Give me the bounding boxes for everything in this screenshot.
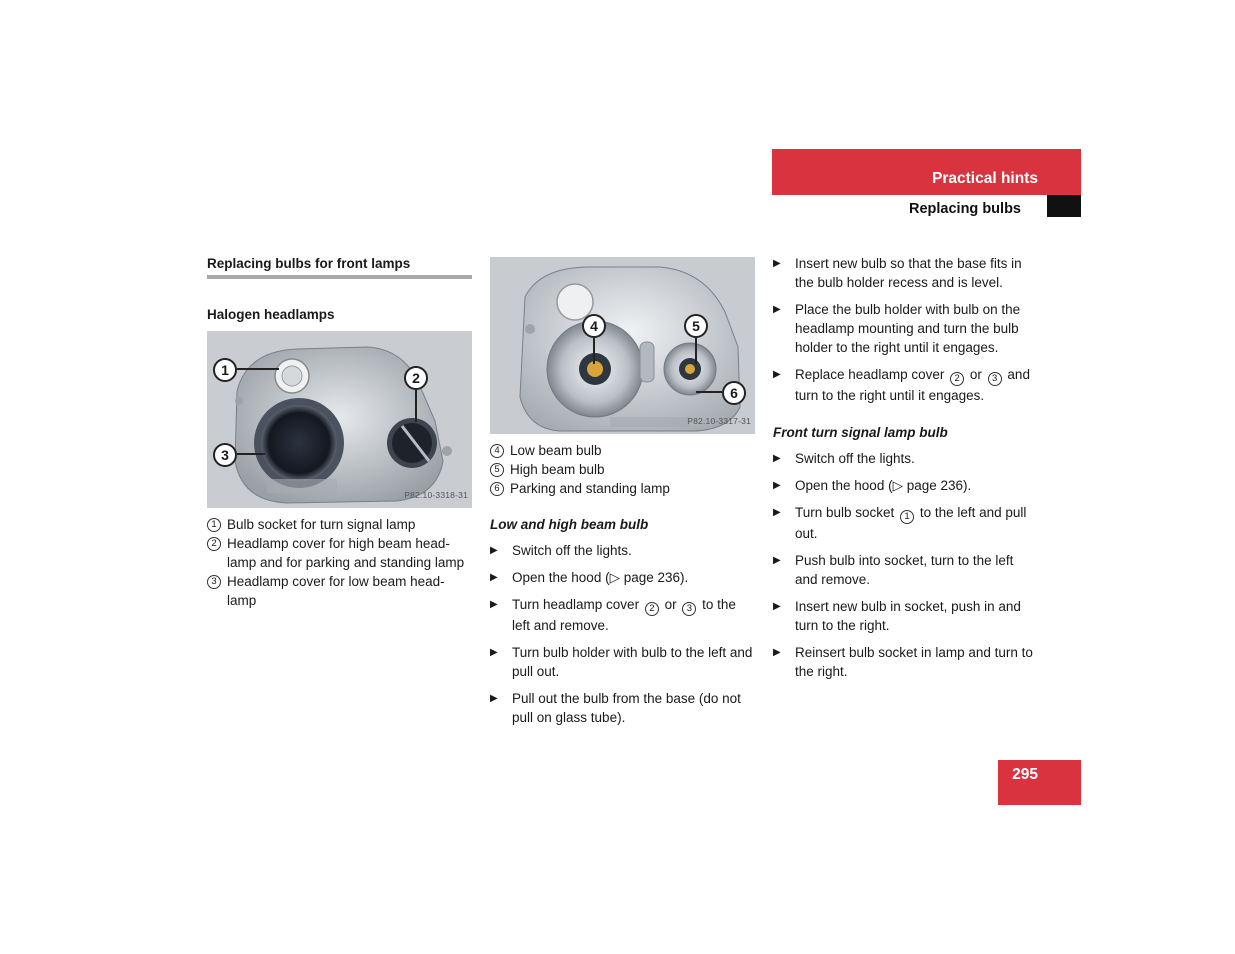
step-arrow-icon: ▶	[773, 601, 781, 612]
step-arrow-icon: ▶	[773, 369, 781, 380]
step-text: Switch off the lights.	[512, 543, 632, 558]
step-item	[773, 597, 1039, 635]
callout-5: 5	[684, 314, 708, 338]
step-text	[795, 365, 1039, 405]
halogen-heading: Halogen headlamps	[207, 307, 335, 322]
step-text	[512, 595, 756, 635]
legend-number: 5	[490, 463, 504, 477]
legend-item	[207, 534, 473, 572]
legend-number: 1	[207, 518, 221, 532]
legend-item	[490, 460, 756, 479]
page-number-box	[998, 760, 1081, 805]
column-1	[207, 254, 473, 610]
legend-item	[207, 572, 473, 610]
beam-bulb-heading: Low and high beam bulb	[490, 517, 649, 532]
step-item	[490, 643, 756, 681]
legend-number: 6	[490, 482, 504, 496]
legend-text: Headlamp cover for low beam head-lamp	[227, 574, 445, 608]
step-item	[773, 254, 1039, 292]
legend-text: Low beam bulb	[510, 443, 602, 458]
step-arrow-icon: ▶	[773, 304, 781, 315]
step-arrow-icon: ▶	[773, 647, 781, 658]
headlamp-illustration	[207, 331, 472, 508]
figure-legend	[207, 515, 473, 610]
step-arrow-icon: ▶	[773, 555, 781, 566]
step-arrow-icon: ▶	[773, 453, 781, 464]
legend-item	[490, 479, 756, 498]
legend-item	[207, 515, 473, 534]
callout-4-leader	[593, 338, 595, 364]
turn-signal-heading: Front turn signal lamp bulb	[773, 425, 948, 440]
chapter-header-bar	[772, 149, 1081, 195]
step-arrow-icon: ▶	[490, 647, 498, 658]
step-arrow-icon: ▶	[490, 572, 498, 583]
step-item	[773, 643, 1039, 681]
legend-text: Bulb socket for turn signal lamp	[227, 517, 416, 532]
callout-2-leader	[415, 390, 417, 422]
step-text: Insert new bulb in socket, push in and turn to the right.	[795, 599, 1021, 633]
step-arrow-icon: ▶	[773, 507, 781, 518]
step-text-part: Turn headlamp cover	[512, 597, 640, 612]
step-item	[773, 300, 1039, 357]
step-item	[490, 689, 756, 727]
step-arrow-icon: ▶	[490, 693, 498, 704]
callout-5-leader	[695, 338, 697, 364]
step-text-part: Turn bulb socket	[795, 505, 895, 520]
step-text-part: to the left and remove.	[512, 597, 736, 633]
step-text: Insert new bulb so that the base fits in the bulb holder recess and is level.	[795, 256, 1022, 290]
headlamp-rear-illustration	[490, 257, 755, 434]
step-ref-number: 1	[900, 510, 914, 524]
legend-number: 2	[207, 537, 221, 551]
callout-3: 3	[213, 443, 237, 467]
step-text: Turn bulb holder with bulb to the left and pull out.	[512, 645, 753, 679]
section-marker	[1047, 195, 1081, 217]
step-item	[773, 551, 1039, 589]
figure-code: P82.10-3318-31	[404, 490, 468, 500]
column-2	[490, 257, 756, 735]
step-item	[773, 503, 1039, 543]
halogen-headlamp-figure	[207, 331, 472, 508]
step-text-part: or	[969, 367, 982, 382]
step-text-part: or	[664, 597, 677, 612]
column-3	[773, 254, 1039, 689]
step-ref-number: 2	[645, 602, 659, 616]
legend-text: High beam bulb	[510, 462, 605, 477]
step-item	[490, 568, 756, 587]
page-number: 295	[1012, 766, 1038, 783]
step-text: Pull out the bulb from the base (do not pull on glass tube).	[512, 691, 741, 725]
callout-1: 1	[213, 358, 237, 382]
step-item	[773, 476, 1039, 495]
step-item	[773, 365, 1039, 405]
legend-text: Parking and standing lamp	[510, 481, 670, 496]
step-item	[773, 449, 1039, 468]
step-item	[490, 541, 756, 560]
section-title: Replacing bulbs	[909, 201, 1021, 217]
bulb-location-figure	[490, 257, 755, 434]
callout-2: 2	[404, 366, 428, 390]
step-text: Switch off the lights.	[795, 451, 915, 466]
callout-4: 4	[582, 314, 606, 338]
legend-text: Headlamp cover for high beam head-lamp and for parking and standing lamp	[227, 536, 465, 570]
step-text: Place the bulb holder with bulb on the headlamp mounting and turn the bulb holder to the right until it engages.	[795, 302, 1021, 355]
step-text: Open the hood (▷ page 236).	[795, 478, 972, 493]
legend-item	[490, 441, 756, 460]
step-ref-number: 2	[950, 372, 964, 386]
step-text	[795, 503, 1039, 543]
legend-number: 4	[490, 444, 504, 458]
main-heading: Replacing bulbs for front lamps	[207, 254, 472, 279]
callout-1-leader	[237, 368, 279, 370]
step-text: Reinsert bulb socket in lamp and turn to the right.	[795, 645, 1033, 679]
step-arrow-icon: ▶	[490, 545, 498, 556]
step-item	[490, 595, 756, 635]
step-text-part: to the left and pull out.	[795, 505, 1027, 541]
figure-legend	[490, 441, 756, 498]
legend-number: 3	[207, 575, 221, 589]
callout-3-leader	[237, 453, 265, 455]
step-text-part: and turn to the right until it engages.	[795, 367, 1030, 403]
step-text: Push bulb into socket, turn to the left and remove.	[795, 553, 1014, 587]
step-text: Open the hood (▷ page 236).	[512, 570, 689, 585]
figure-code: P82.10-3317-31	[687, 416, 751, 426]
callout-6: 6	[722, 381, 746, 405]
callout-6-leader	[696, 391, 722, 393]
chapter-title: Practical hints	[932, 170, 1038, 187]
step-text-part: Replace headlamp cover	[795, 367, 945, 382]
step-arrow-icon: ▶	[773, 480, 781, 491]
step-ref-number: 3	[682, 602, 696, 616]
step-arrow-icon: ▶	[490, 599, 498, 610]
step-ref-number: 3	[988, 372, 1002, 386]
step-arrow-icon: ▶	[773, 258, 781, 269]
